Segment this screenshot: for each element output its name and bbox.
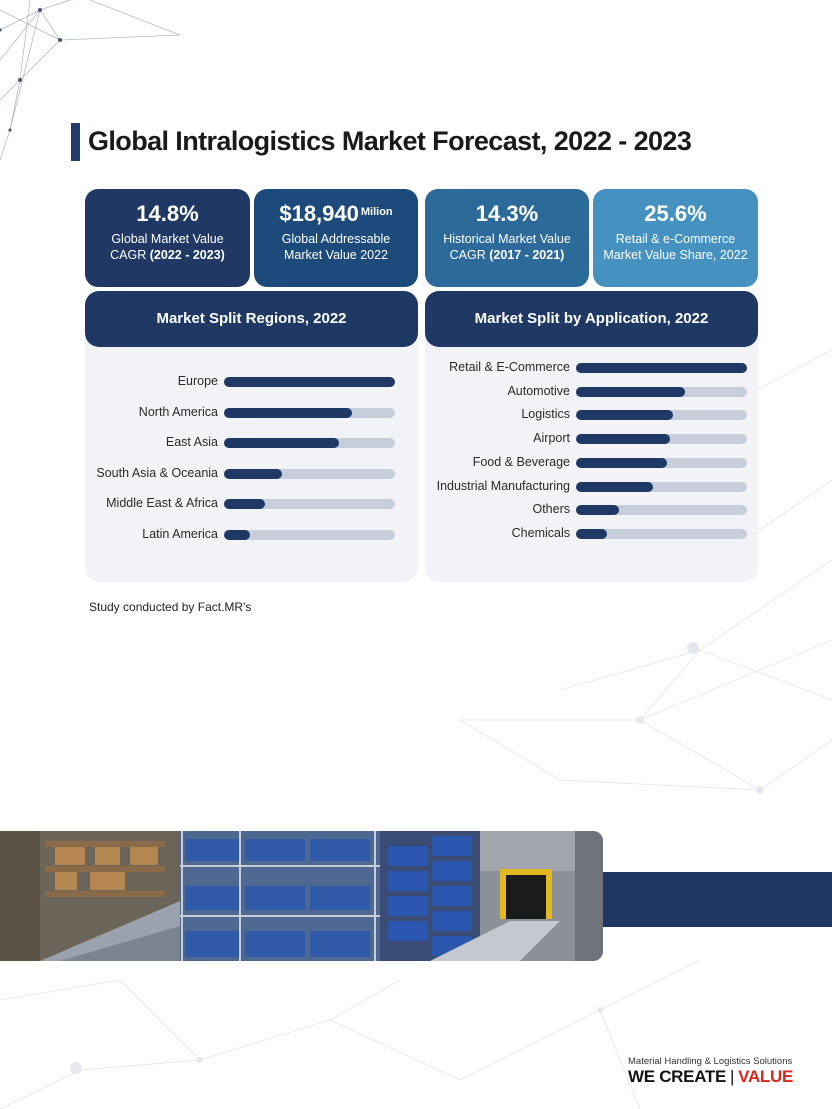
kpi-card-historical-cagr xyxy=(425,189,589,287)
bar-label: Middle East & Africa xyxy=(106,496,218,511)
accent-band xyxy=(603,872,832,927)
kpi-line2: Market Value Share, 2022 xyxy=(603,248,748,262)
bar-label: Airport xyxy=(533,431,570,446)
bar-fill xyxy=(576,529,607,539)
source-note: Study conducted by Fact.MR's xyxy=(89,600,252,614)
bar-label: Industrial Manufacturing xyxy=(436,478,570,493)
bar-label: Logistics xyxy=(521,407,570,422)
bar-fill xyxy=(224,530,250,540)
bar-label: East Asia xyxy=(165,435,218,450)
kpi-value: $18,940 xyxy=(279,201,359,226)
bar-track xyxy=(576,529,747,539)
kpi-line2-prefix: CAGR xyxy=(110,248,147,262)
kpi-line2: Market Value 2022 xyxy=(284,248,388,262)
brand-value: VALUE xyxy=(738,1067,794,1086)
bar-row xyxy=(425,383,758,399)
bar-label: South Asia & Oceania xyxy=(96,465,218,480)
kpi-value: 14.3% xyxy=(475,201,539,226)
kpi-unit: Milion xyxy=(360,206,393,218)
bar-track xyxy=(224,530,395,540)
bar-row xyxy=(85,434,418,450)
bar-track xyxy=(576,410,747,420)
bar-track xyxy=(576,458,747,468)
bar-row xyxy=(425,501,758,517)
bar-row xyxy=(425,478,758,494)
market-split-application-panel xyxy=(425,291,758,582)
market-split-regions-panel xyxy=(85,291,418,582)
bar-row xyxy=(425,430,758,446)
kpi-value: 25.6% xyxy=(644,201,707,226)
kpi-line2 xyxy=(85,247,250,263)
bar-fill xyxy=(576,482,653,492)
bar-label: Retail & E-Commerce xyxy=(449,360,570,374)
bar-row xyxy=(425,525,758,541)
kpi-card-retail-share xyxy=(593,189,758,287)
brand-tagline: Material Handling & Logistics Solutions xyxy=(628,1056,793,1067)
bar-track xyxy=(576,482,747,492)
bar-fill xyxy=(224,408,352,418)
title-accent-bar xyxy=(71,123,80,161)
bar-fill xyxy=(576,434,670,444)
bar-track xyxy=(576,363,747,373)
bar-label: North America xyxy=(138,404,218,419)
kpi-value: 14.8% xyxy=(136,201,199,226)
bar-label: Europe xyxy=(177,374,218,388)
page-title: Global Intralogistics Market Forecast, 2022 - 2023 xyxy=(88,126,692,156)
panel-title: Market Split Regions, 2022 xyxy=(85,291,418,347)
bar-row xyxy=(425,454,758,470)
bar-row xyxy=(85,526,418,542)
bar-fill xyxy=(576,505,619,515)
kpi-line1: Global Addressable xyxy=(281,232,391,246)
brand-we-create: WE CREATE xyxy=(628,1067,727,1086)
bar-row xyxy=(85,465,418,481)
kpi-card-addressable-value xyxy=(254,189,418,287)
warehouse-photo xyxy=(0,831,603,961)
bar-row xyxy=(85,495,418,511)
bar-track xyxy=(576,387,747,397)
bar-fill xyxy=(576,458,667,468)
bar-track xyxy=(576,505,747,515)
bar-fill xyxy=(576,363,747,373)
bar-label: Others xyxy=(532,502,570,517)
kpi-line1: Retail & e-Commerce xyxy=(615,232,736,246)
bar-track xyxy=(224,499,395,509)
bar-row xyxy=(425,406,758,422)
bar-track xyxy=(576,434,747,444)
bar-fill xyxy=(224,438,339,448)
kpi-line2-bold: (2022 - 2023) xyxy=(149,248,225,262)
bar-fill xyxy=(224,469,282,479)
bar-row xyxy=(425,359,758,375)
bar-fill xyxy=(576,410,673,420)
bar-track xyxy=(224,469,395,479)
kpi-line2-prefix: CAGR xyxy=(449,248,486,262)
kpi-line1: Historical Market Value xyxy=(443,232,571,246)
bar-row xyxy=(85,373,418,389)
brand-separator: | xyxy=(730,1067,735,1086)
panel-title: Market Split by Application, 2022 xyxy=(425,291,758,347)
bar-track xyxy=(224,377,395,387)
kpi-line1: Global Market Value xyxy=(111,232,224,246)
bar-label: Food & Beverage xyxy=(472,454,570,469)
bar-track xyxy=(224,408,395,418)
kpi-card-global-cagr xyxy=(85,189,250,287)
brand-logo xyxy=(628,1067,793,1087)
kpi-value-wrap xyxy=(254,201,418,227)
bar-label: Chemicals xyxy=(511,525,570,540)
bar-fill xyxy=(224,499,265,509)
bar-track xyxy=(224,438,395,448)
kpi-line2-bold: (2017 - 2021) xyxy=(489,248,565,262)
bar-fill xyxy=(224,377,395,387)
bar-fill xyxy=(576,387,685,397)
bar-label: Latin America xyxy=(142,527,218,541)
bar-row xyxy=(85,404,418,420)
bar-label: Automotive xyxy=(507,383,570,398)
kpi-line2 xyxy=(425,247,589,263)
